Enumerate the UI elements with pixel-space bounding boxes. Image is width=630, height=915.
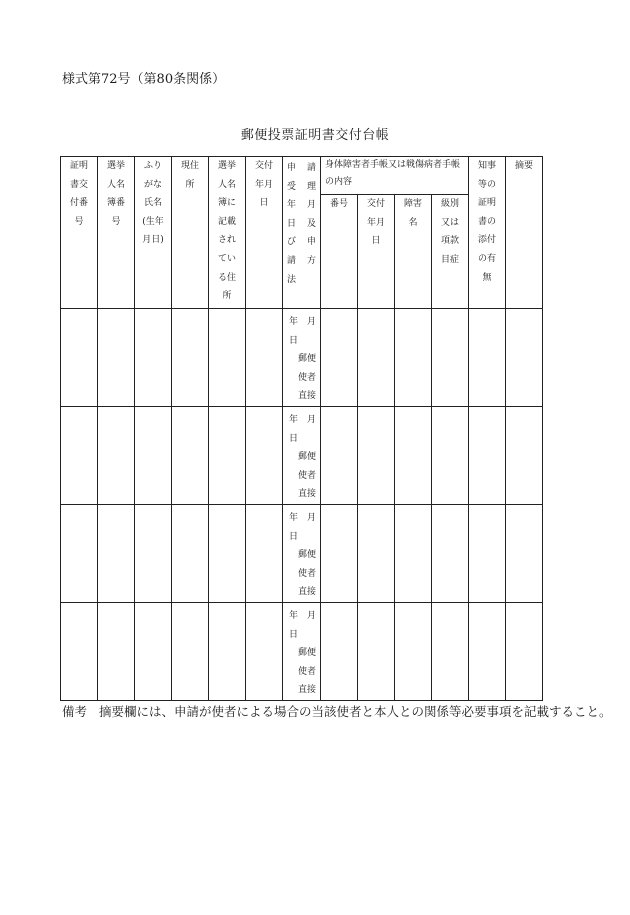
header-remarks: 摘要 xyxy=(506,157,543,309)
table-cell xyxy=(506,602,543,700)
table-cell xyxy=(358,309,395,407)
footnote-label: 備考 xyxy=(62,704,88,719)
header-row-1 xyxy=(61,157,543,195)
table-cell xyxy=(358,602,395,700)
footnote-text: 摘要欄には、申請が使者による場合の当該使者と本人との関係等必要事項を記載すること。 xyxy=(99,704,612,719)
table-cell xyxy=(395,406,432,504)
row-application-method: 年 月 日 郵便 使者 直接 xyxy=(283,406,321,504)
table-cell xyxy=(172,309,209,407)
table-cell xyxy=(321,309,358,407)
header-registered-address: 選挙 人名 簿に 記載 され てい る住 所 xyxy=(209,157,246,309)
footnote xyxy=(62,702,612,720)
table-row xyxy=(61,406,543,504)
issuance-ledger-table xyxy=(60,156,543,701)
table-cell xyxy=(61,602,98,700)
header-name-birth: ふり がな 氏名 (生年 月日) xyxy=(135,157,172,309)
table-cell xyxy=(469,309,506,407)
table-row xyxy=(61,504,543,602)
table-cell xyxy=(172,504,209,602)
table-cell xyxy=(135,309,172,407)
table-cell xyxy=(172,406,209,504)
header-issue-date: 交付 年月 日 xyxy=(246,157,283,309)
table-cell xyxy=(172,602,209,700)
table-cell xyxy=(321,406,358,504)
form-number: 様式第72号（第80条関係） xyxy=(62,72,226,87)
table-cell xyxy=(469,602,506,700)
header-handbook-issue-date: 交付 年月 日 xyxy=(358,195,395,309)
table-cell xyxy=(135,602,172,700)
row-application-method: 年 月 日 郵便 使者 直接 xyxy=(283,602,321,700)
table-cell xyxy=(246,406,283,504)
table-cell xyxy=(395,309,432,407)
table-cell xyxy=(209,504,246,602)
table-cell xyxy=(98,504,135,602)
table-cell xyxy=(98,602,135,700)
table-cell xyxy=(432,504,469,602)
row-application-method: 年 月 日 郵便 使者 直接 xyxy=(283,504,321,602)
table-cell xyxy=(432,602,469,700)
row-application-method: 年 月 日 郵便 使者 直接 xyxy=(283,309,321,407)
table-cell xyxy=(98,406,135,504)
header-handbook-number: 番号 xyxy=(321,195,358,309)
table-cell xyxy=(135,406,172,504)
table-cell xyxy=(506,504,543,602)
table-row xyxy=(61,602,543,700)
table-row xyxy=(61,309,543,407)
table-cell xyxy=(469,406,506,504)
table-cell xyxy=(61,504,98,602)
table-cell xyxy=(135,504,172,602)
table-cell xyxy=(246,602,283,700)
header-governor-cert: 知事 等の 証明 書の 添付 の有 無 xyxy=(469,157,506,309)
table-cell xyxy=(395,602,432,700)
header-handbook-group: 身体障害者手帳又は戦傷病者手帳の内容 xyxy=(321,157,469,195)
table-cell xyxy=(209,309,246,407)
header-grade: 級別 又は 項款 目症 xyxy=(432,195,469,309)
table-cell xyxy=(61,406,98,504)
table-cell xyxy=(358,504,395,602)
table-cell xyxy=(321,504,358,602)
table-cell xyxy=(98,309,135,407)
table-cell xyxy=(209,602,246,700)
table-cell xyxy=(61,309,98,407)
table-cell xyxy=(469,504,506,602)
table-cell xyxy=(395,504,432,602)
header-voter-list-number: 選挙 人名 簿番 号 xyxy=(98,157,135,309)
header-cert-number: 証明 書交 付番 号 xyxy=(61,157,98,309)
document-title: 郵便投票証明書交付台帳 xyxy=(240,128,390,143)
header-disability-name: 障害 名 xyxy=(395,195,432,309)
table-cell xyxy=(358,406,395,504)
table-cell xyxy=(209,406,246,504)
table-cell xyxy=(506,309,543,407)
table-cell xyxy=(246,309,283,407)
table-cell xyxy=(432,406,469,504)
table-cell xyxy=(321,602,358,700)
table-cell xyxy=(506,406,543,504)
header-current-address: 現住 所 xyxy=(172,157,209,309)
table-cell xyxy=(246,504,283,602)
table-cell xyxy=(432,309,469,407)
header-application: 申 請 受 理 年 月 日 及 び 申 請 方 法 xyxy=(283,157,321,309)
